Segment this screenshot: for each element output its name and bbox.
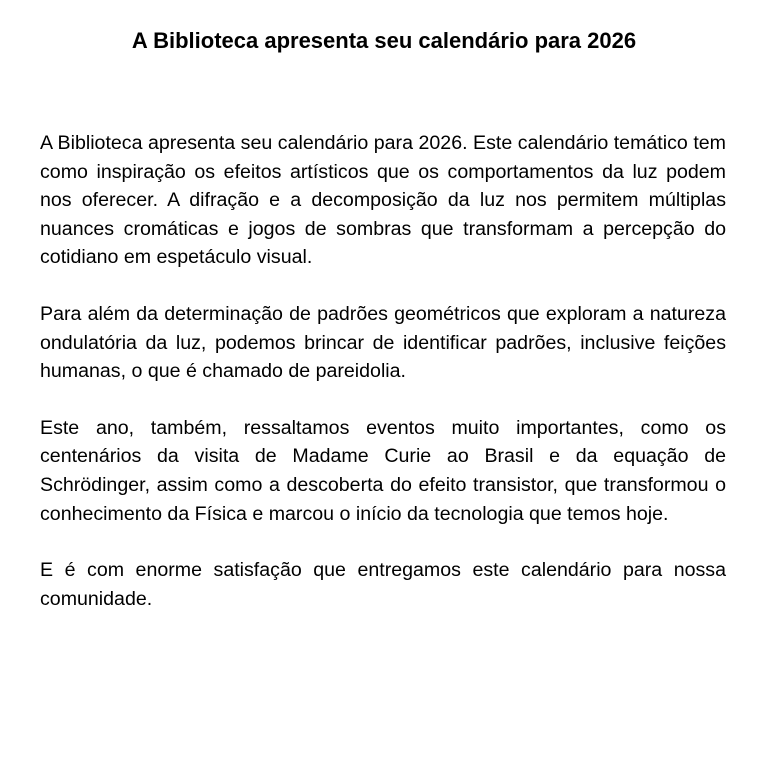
paragraph-patterns: Para além da determinação de padrões geométricos que exploram a natureza ondulatória da luz, podemos brincar de identificar padrões, inclusive feições humanas, o que é chamado de pareidolia.	[40, 302, 726, 383]
document-title: A Biblioteca apresenta seu calendário para 2026	[131, 28, 637, 53]
paragraph-closing: E é com enorme satisfação que entregamos este calendário para nossa comunidade.	[40, 559, 726, 610]
document-body	[40, 129, 726, 641]
paragraph-events: Este ano, também, ressaltamos eventos muito importantes, como os centenários da visita de Madame Curie ao Brasil e da equação de Schrödinger, assim como a descoberta do efeito transistor, que transformou o conhecimento da Física e marcou o início da tecnologia que temos hoje.	[40, 416, 726, 525]
paragraph-intro: A Biblioteca apresenta seu calendário para 2026. Este calendário temático tem como inspiração os efeitos artísticos que os comportamentos da luz podem nos oferecer. A difração e a decomposição da luz nos permitem múltiplas nuances cromáticas e jogos de sombras que transformam a percepção do cotidiano em espetáculo visual.	[40, 132, 726, 269]
